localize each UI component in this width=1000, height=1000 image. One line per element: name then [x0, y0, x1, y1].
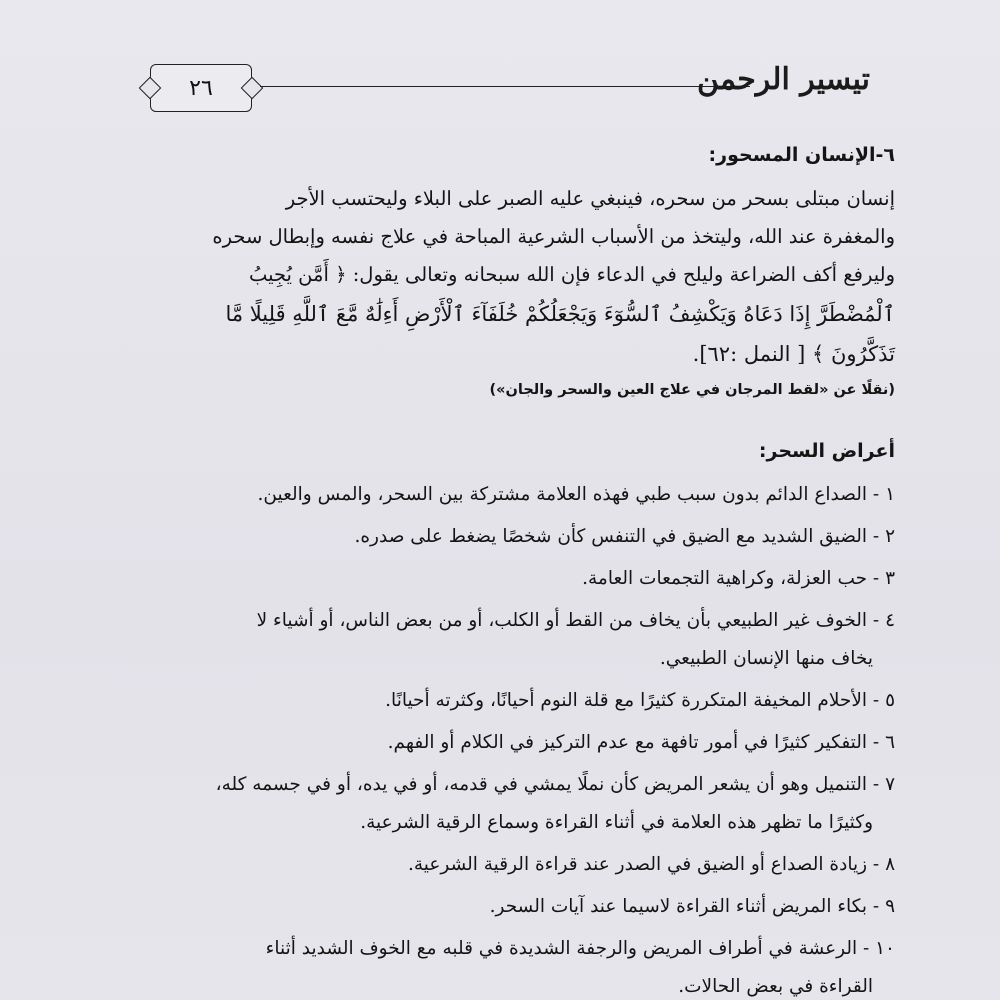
list-item-line: وكثيرًا ما تظهر هذه العلامة في أثناء القراءة وسماع الرقية الشرعية. — [360, 812, 873, 833]
list-item — [195, 560, 895, 598]
list-item-line: ١ - الصداع الدائم بدون سبب طبي فهذه العلامة مشتركة بين السحر، والمس والعين. — [257, 484, 895, 505]
list-item-line: ٨ - زيادة الصداع أو الضيق في الصدر عند قراءة الرقية الشرعية. — [407, 854, 895, 875]
paragraph-line: والمغفرة عند الله، وليتخذ من الأسباب الشرعية المباحة في علاج نفسه وإبطال سحره — [212, 225, 895, 248]
page-content — [195, 140, 895, 1000]
list-item-line: ٢ - الضيق الشديد مع الضيق في التنفس كأن شخصًا يضغط على صدره. — [354, 526, 895, 547]
list-item-line: يخاف منها الإنسان الطبيعي. — [659, 648, 873, 669]
page-header — [150, 52, 870, 122]
list-item — [195, 766, 895, 842]
quran-verse-line: ٱلْمُضْطَرَّ إِذَا دَعَاهُ وَيَكْشِفُ ٱلسُّوٓءَ وَيَجْعَلُكُمْ خُلَفَآءَ ٱلْأَرْضِ أَءِلَٰهٌ مَّعَ ٱللَّهِ قَلِيلًا مَّا — [225, 302, 895, 326]
list-item — [195, 518, 895, 556]
header-rule — [260, 86, 750, 87]
list-item-line: ٦ - التفكير كثيرًا في أمور تافهة مع عدم التركيز في الكلام أو الفهم. — [387, 732, 895, 753]
list-item-line: ٥ - الأحلام المخيفة المتكررة كثيرًا مع قلة النوم أحيانًا، وكثرته أحيانًا. — [385, 690, 895, 711]
list-item-line: ١٠ - الرعشة في أطراف المريض والرجفة الشديدة في قلبه مع الخوف الشديد أثناء — [265, 938, 895, 959]
list-item — [195, 602, 895, 678]
list-item-line: القراءة في بعض الحالات. — [678, 976, 873, 997]
list-item-line: ٧ - التنميل وهو أن يشعر المريض كأن نملًا يمشي في قدمه، أو في يده، أو في جسمه كله، — [215, 774, 895, 795]
list-item — [195, 846, 895, 884]
symptoms-list — [195, 476, 895, 1000]
paragraph-line: إنسان مبتلى بسحر من سحره، فينبغي عليه الصبر على البلاء وليحتسب الأجر — [285, 187, 895, 210]
section-title-symptoms: أعراض السحر: — [758, 440, 895, 462]
page-number-frame — [150, 64, 252, 112]
list-item-line: ٩ - بكاء المريض أثناء القراءة لاسيما عند آيات السحر. — [489, 896, 895, 917]
source-note: (نقلًا عن «لقط المرجان في علاج العين والسحر والجان») — [489, 382, 895, 398]
list-item — [195, 930, 895, 1000]
quran-verse-line: تَذَكَّرُونَ ﴾ [ النمل :٦٢]. — [692, 342, 895, 366]
list-item — [195, 888, 895, 926]
page-number: ٢٦ — [189, 75, 213, 101]
list-item-line: ٣ - حب العزلة، وكراهية التجمعات العامة. — [582, 568, 895, 589]
paragraph-line: وليرفع أكف الضراعة وليلح في الدعاء فإن الله سبحانه وتعالى يقول: ﴿ أَمَّن يُجِيبُ — [248, 263, 895, 286]
section-title-bewitched-person: ٦-الإنسان المسحور: — [708, 144, 895, 166]
list-item-line: ٤ - الخوف غير الطبيعي بأن يخاف من القط أو الكلب، أو من بعض الناس، أو أشياء لا — [256, 610, 895, 631]
list-item — [195, 476, 895, 514]
list-item — [195, 682, 895, 720]
list-item — [195, 724, 895, 762]
book-title: تيسير الرحمن — [697, 62, 870, 97]
